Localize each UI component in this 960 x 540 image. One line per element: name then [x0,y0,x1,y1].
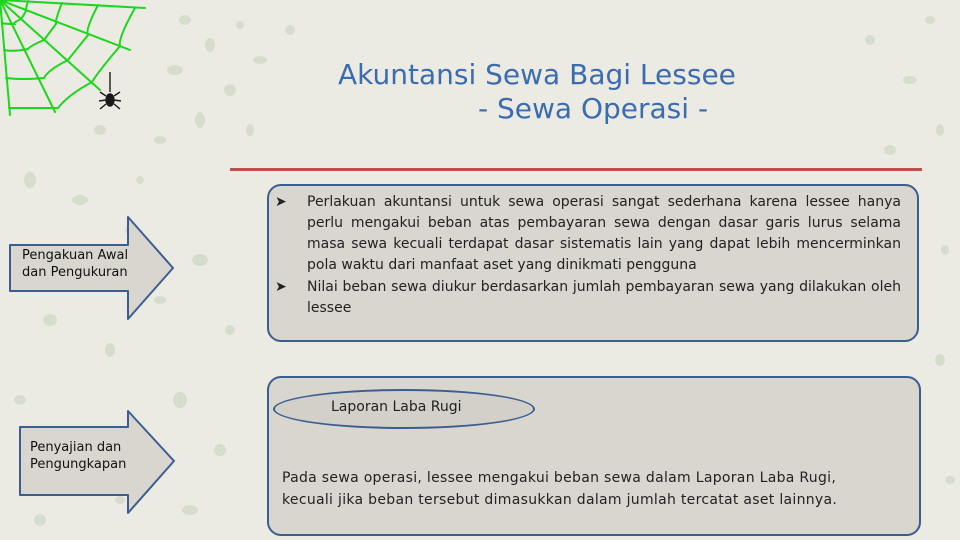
title-line-2: - Sewa Operasi - [478,92,709,125]
title-divider [230,168,922,171]
list-item [273,277,901,319]
arrow-shape-pengakuan [8,215,176,321]
title-line-1: Akuntansi Sewa Bagi Lessee [338,58,736,91]
recognition-content-box [267,184,919,342]
report-label: Laporan Laba Rugi [331,399,462,415]
spider-icon [99,72,121,109]
list-item [273,192,901,276]
arrow-bullet-icon: ➤ [275,279,287,295]
bullet-list [273,192,901,320]
arrow-shape-penyajian [18,409,178,515]
arrow-label-pengakuan [22,247,128,281]
spider-web-icon [0,0,150,120]
bullet-text: Nilai beban sewa diukur berdasarkan jumlah pembayaran sewa yang dilakukan oleh lessee [307,279,901,316]
arrow-bullet-icon: ➤ [275,194,287,210]
report-text-line: Pada sewa operasi, lessee mengakui beban sewa dalam Laporan Laba Rugi, [282,470,837,486]
arrow-label-line: dan Pengukuran [22,265,128,280]
report-description [282,467,918,511]
page-title [300,58,860,126]
arrow-label-line: Penyajian dan [30,440,122,455]
report-text-line: kecuali jika beban tersebut dimasukkan dalam jumlah tercatat aset lainnya. [282,492,838,508]
arrow-label-line: Pengakuan Awal [22,248,129,263]
arrow-label-penyajian [30,439,126,473]
bullet-text: Perlakuan akuntansi untuk sewa operasi sangat sederhana karena lessee hanya perlu mengakui beban atas pembayaran sewa dengan dasar garis lurus selama masa sewa kecuali terdapat dasar sistematis lain yang dapat lebih mencerminkan pola waktu dari manfaat aset yang dinikmati pengguna [307,194,901,273]
arrow-label-line: Pengungkapan [30,457,127,472]
